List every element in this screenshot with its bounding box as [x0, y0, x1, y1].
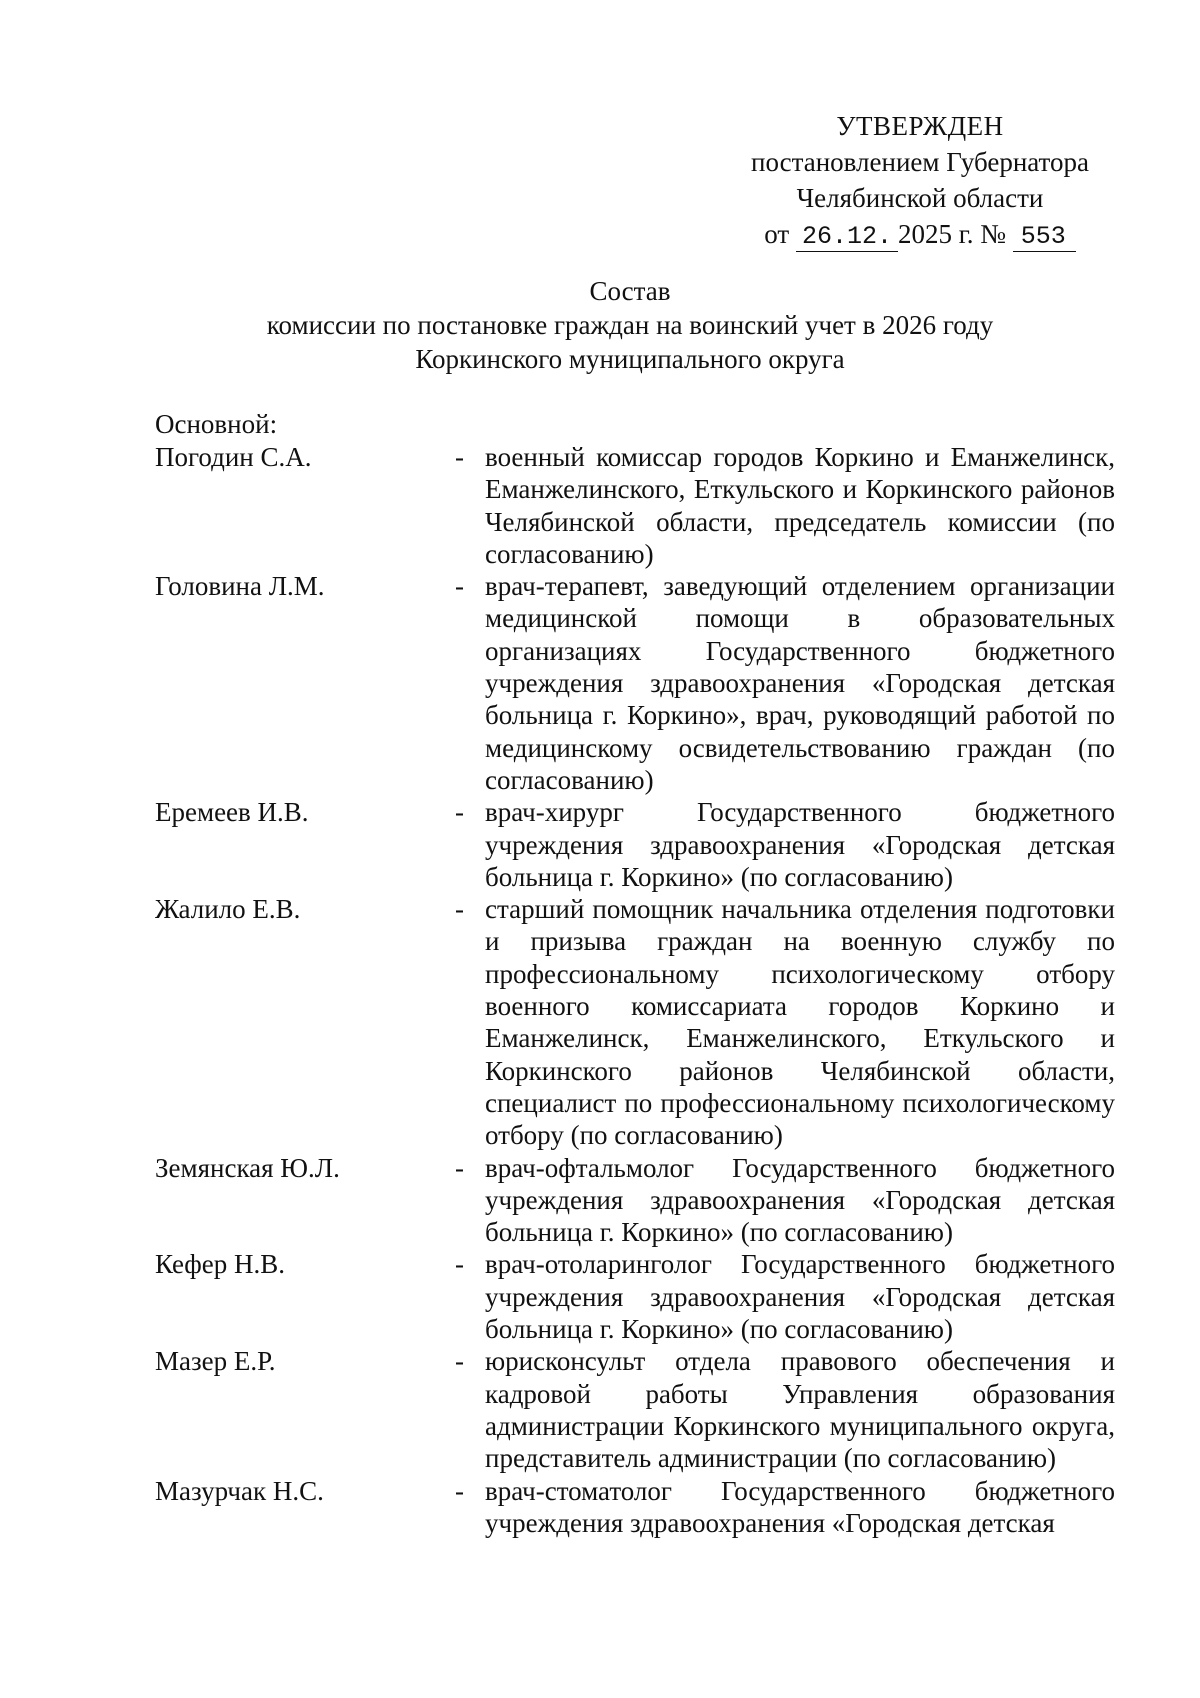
title-line-2: комиссии по постановке граждан на воинский учет в 2026 году [266, 310, 994, 340]
member-description: врач-офтальмолог Государственного бюджетного учреждения здравоохранения «Городская детская больница г. Коркино» (по согласованию) [485, 1152, 1115, 1248]
title-line-1: Состав [589, 276, 671, 306]
approval-line-decree: постановлением Губернатора [751, 147, 1089, 177]
member-name: Погодин С.А. [155, 442, 312, 472]
member-name: Жалило Е.В. [155, 894, 301, 925]
title-line-3: Коркинского муниципального округа [415, 344, 845, 374]
member-name: Мазер Е.Р. [155, 1346, 276, 1377]
member-name: Земянская Ю.Л. [155, 1152, 340, 1183]
member-name: Еремеев И.В. [155, 797, 309, 828]
member-name: Головина Л.М. [155, 571, 325, 602]
member-row [155, 570, 1115, 796]
member-row [155, 1248, 1115, 1345]
member-dash: - [455, 1152, 464, 1183]
member-dash: - [455, 442, 464, 472]
member-row [155, 1475, 1115, 1540]
member-dash: - [455, 797, 464, 828]
member-description: врач-отоларинголог Государственного бюджетного учреждения здравоохранения «Городская детская больница г. Коркино» (по согласованию) [485, 1249, 1115, 1345]
approval-date-line [720, 216, 1120, 252]
member-dash: - [455, 1249, 464, 1280]
member-dash: - [455, 894, 464, 925]
member-row [155, 1152, 1115, 1249]
approval-date-prefix: от [764, 219, 790, 249]
approval-year-suffix: 2025 г. № [897, 219, 1006, 249]
member-dash: - [455, 1346, 464, 1377]
member-dash: - [455, 1475, 464, 1506]
member-name: Мазурчак Н.С. [155, 1475, 324, 1506]
approval-date: 26.12. [796, 223, 898, 252]
approval-stamp-block [720, 108, 1120, 252]
member-description: врач-стоматолог Государственного бюджетного учреждения здравоохранения «Городская детская [485, 1475, 1115, 1538]
member-row [155, 796, 1115, 893]
member-description: старший помощник начальника отделения подготовки и призыва граждан на военную службу по профессиональному психологическому отбору военного комиссариата городов Коркино и Еманжелинск, Еманжелинского, Еткульского и Коркинского районов Челябинской области, специалист по профессиональному психологическому отбору (по согласованию) [485, 894, 1115, 1151]
document-title [150, 274, 1110, 376]
approval-line-region: Челябинской области [796, 183, 1044, 213]
member-description: военный комиссар городов Коркино и Еманжелинск, Еманжелинского, Еткульского и Коркинского районов Челябинской области, председатель комиссии (по согласованию) [485, 442, 1115, 569]
member-name: Кефер Н.В. [155, 1249, 286, 1280]
member-description: юрисконсульт отдела правового обеспечения и кадровой работы Управления образования администрации Коркинского муниципального округа, представитель администрации (по согласованию) [485, 1346, 1115, 1474]
member-description: врач-терапевт, заведующий отделением организации медицинской помощи в образовательных организациях Государственного бюджетного учреждения здравоохранения «Городская детская больница г. Коркино», врач, руководящий работой по медицинскому освидетельствованию граждан (по согласованию) [485, 571, 1115, 795]
members-list [155, 441, 1115, 1539]
approval-heading: УТВЕРЖДЕН [836, 111, 1004, 141]
section-label-main: Основной: [155, 409, 278, 439]
member-dash: - [455, 571, 464, 602]
approval-number: 553 [1013, 223, 1076, 252]
member-description: врач-хирург Государственного бюджетного учреждения здравоохранения «Городская детская больница г. Коркино» (по согласованию) [485, 797, 1115, 892]
member-row [155, 893, 1115, 1151]
member-row [155, 441, 1115, 570]
member-row [155, 1345, 1115, 1474]
